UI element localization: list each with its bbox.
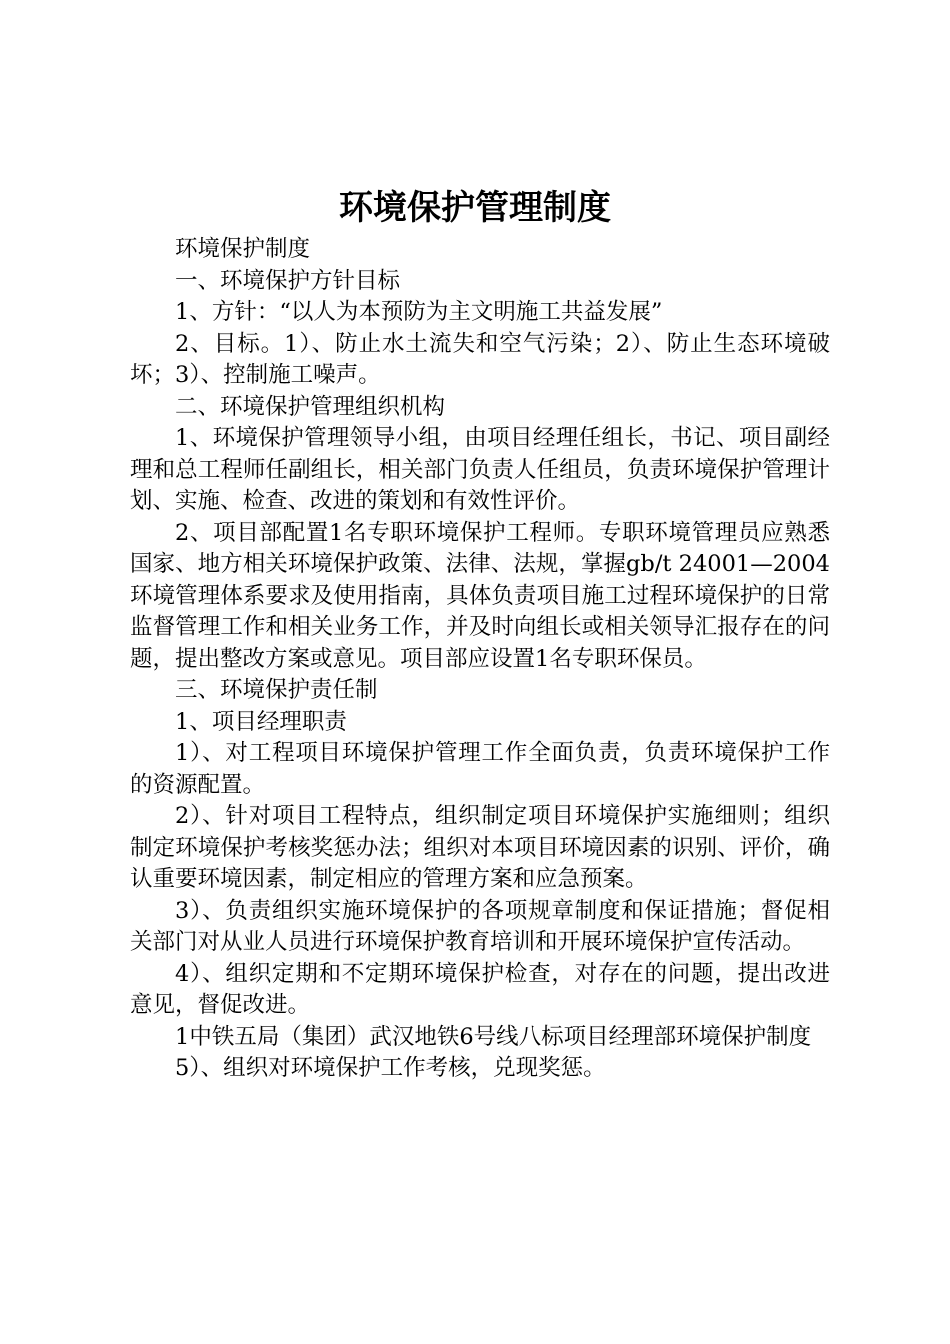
document-title: 环境保护管理制度 (339, 188, 611, 228)
section-heading-policy-goals: 一、环境保护方针目标 (175, 267, 401, 294)
paragraph-policy: 1、方针：“以人为本预防为主文明施工共益发展” (175, 299, 663, 325)
paragraph-heading-system: 环境保护制度 (175, 236, 311, 262)
document-body (130, 234, 830, 1085)
paragraph-engineer-config: 2、项目部配置1名专职环境保护工程师。专职环境管理员应熟悉国家、地方相关环境保护政策、法律、法规，掌握gb/t 24001—2004环境管理体系要求及使用指南，具体负责项目施工过程环境保护的日常监督管理工作和相关业务工作，并及时向组长或相关领导汇报存在的问题，提出整改方案或意见。项目部应设置1名专职环保员。 (130, 519, 830, 672)
section-heading-organization: 二、环境保护管理组织机构 (175, 393, 446, 420)
paragraph-duty-5: 5）、组织对环境保护工作考核，兑现奖惩。 (175, 1055, 606, 1081)
paragraph-duty-3: 3）、负责组织实施环境保护的各项规章制度和保证措施；督促相关部门对从业人员进行环境保护教育培训和开展环境保护宣传活动。 (130, 897, 830, 955)
paragraph-duty-1: 1）、对工程项目环境保护管理工作全面负责，负责环境保护工作的资源配置。 (130, 740, 830, 798)
section-heading-responsibility: 三、环境保护责任制 (175, 677, 378, 703)
paragraph-leadership-group: 1、环境保护管理领导小组，由项目经理任组长，书记、项目副经理和总工程师任副组长，相关部门负责人任组员，负责环境保护管理计划、实施、检查、改进的策划和有效性评价。 (130, 425, 830, 514)
paragraph-duty-4: 4）、组织定期和不定期环境保护检查，对存在的问题，提出改进意见，督促改进。 (130, 960, 830, 1018)
paragraph-page-header-note: 1中铁五局（集团）武汉地铁6号线八标项目经理部环境保护制度 (175, 1023, 812, 1050)
paragraph-goals: 2、目标。1）、防止水土流失和空气污染；2）、防止生态环境破坏；3）、控制施工噪声。 (130, 330, 830, 388)
paragraph-duty-2: 2）、针对项目工程特点，组织制定项目环境保护实施细则；组织制定环境保护考核奖惩办法；组织对本项目环境因素的识别、评价，确认重要环境因素，制定相应的管理方案和应急预案。 (130, 803, 830, 892)
subheading-manager-duties: 1、项目经理职责 (175, 708, 347, 735)
